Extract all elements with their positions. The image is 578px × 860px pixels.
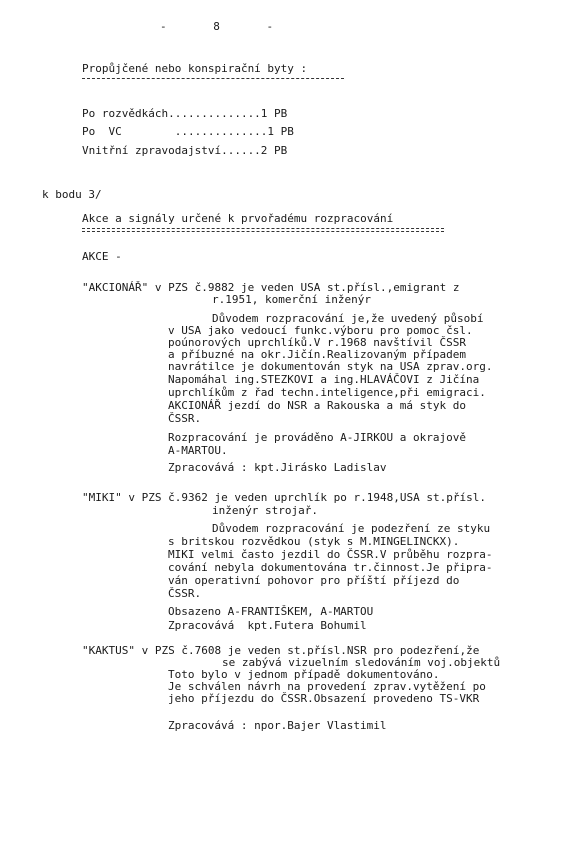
akce-line: Toto bylo v jednom případě dokumentováno. xyxy=(168,668,440,681)
akce-line: MIKI velmi často jezdil do ČSSR.V průběhu rozpra- xyxy=(168,548,493,561)
akce-line: ván operativní pohovor pro příští příjezd do xyxy=(168,574,460,587)
akce-line: "KAKTUS" v PZS č.7608 je veden st.přísl.NSR pro podezření,že xyxy=(82,644,480,657)
akce-line: r.1951, komerční inženýr xyxy=(212,293,371,306)
akce-line: Zpracovává : kpt.Jirásko Ladislav xyxy=(168,461,387,474)
akce-line: Zpracovává kpt.Futera Bohumil xyxy=(168,619,367,632)
akce-line: cování nebyla dokumentována tr.činnost.Je připra- xyxy=(168,561,493,574)
akce-line: navrátilce je dokumentován styk na USA zprav.org. xyxy=(168,360,493,373)
heading-double-underline xyxy=(82,231,444,232)
akce-line: a příbuzné na okr.Jičín.Realizovaným případem xyxy=(168,348,467,361)
akce-line: Zpracovává : npor.Bajer Vlastimil xyxy=(168,719,387,732)
heading-underline xyxy=(82,78,344,79)
akce-line: Napomáhal ing.STEZKOVI a ing.HLAVÁČOVI z Jičína xyxy=(168,373,480,386)
akce-line: jeho příjezdu do ČSSR.Obsazení provedeno TS-VKR xyxy=(168,692,480,705)
akce-line: poúnorových uprchlíků.V r.1968 navštívil ČSSR xyxy=(168,336,467,349)
akce-line: uprchlíkům z řad techn.inteligence,při emigraci. xyxy=(168,386,486,399)
akce-line: A-MARTOU. xyxy=(168,444,228,457)
akce-line: ČSSR. xyxy=(168,587,202,600)
akce-line: v USA jako vedoucí funkc.výboru pro pomoc čsl. xyxy=(168,324,473,337)
akce-line: inženýr strojař. xyxy=(212,504,318,517)
akce-line: "MIKI" v PZS č.9362 je veden uprchlík po r.1948,USA st.přísl. xyxy=(82,491,486,504)
akce-line: Důvodem rozpracování je,že uvedený působí xyxy=(212,312,484,325)
section-heading-akce: Akce a signály určené k prvořadému rozpracování xyxy=(82,212,394,225)
akce-line: se zabývá vizuelním sledováním voj.objektů xyxy=(222,656,501,669)
akce-line: s britskou rozvědkou (styk s M.MINGELINCKX). xyxy=(168,535,460,548)
byty-row: Po VC ..............1 PB xyxy=(82,125,294,138)
akce-label: AKCE - xyxy=(82,250,122,263)
akce-line: Obsazeno A-FRANTIŠKEM, A-MARTOU xyxy=(168,605,374,618)
akce-line: Je schválen návrh na provedení zprav.vytěžení po xyxy=(168,680,486,693)
akce-line: AKCIONÁŘ jezdí do NSR a Rakouska a má styk do xyxy=(168,399,467,412)
heading-underline xyxy=(82,228,444,229)
byty-row: Po rozvědkách..............1 PB xyxy=(82,107,288,120)
section-heading-byty: Propůjčené nebo konspirační byty : xyxy=(82,62,308,75)
akce-line: "AKCIONÁŘ" v PZS č.9882 je veden USA st.přísl.,emigrant z xyxy=(82,281,460,294)
akce-line: Důvodem rozpracování je podezření ze styku xyxy=(212,522,491,535)
page-number: - 8 - xyxy=(160,20,274,33)
akce-line: Rozpracování je prováděno A-JIRKOU a okrajově xyxy=(168,431,467,444)
byty-row: Vnitřní zpravodajství......2 PB xyxy=(82,144,288,157)
point-label: k bodu 3/ xyxy=(42,188,102,201)
akce-line: ČSSR. xyxy=(168,412,202,425)
